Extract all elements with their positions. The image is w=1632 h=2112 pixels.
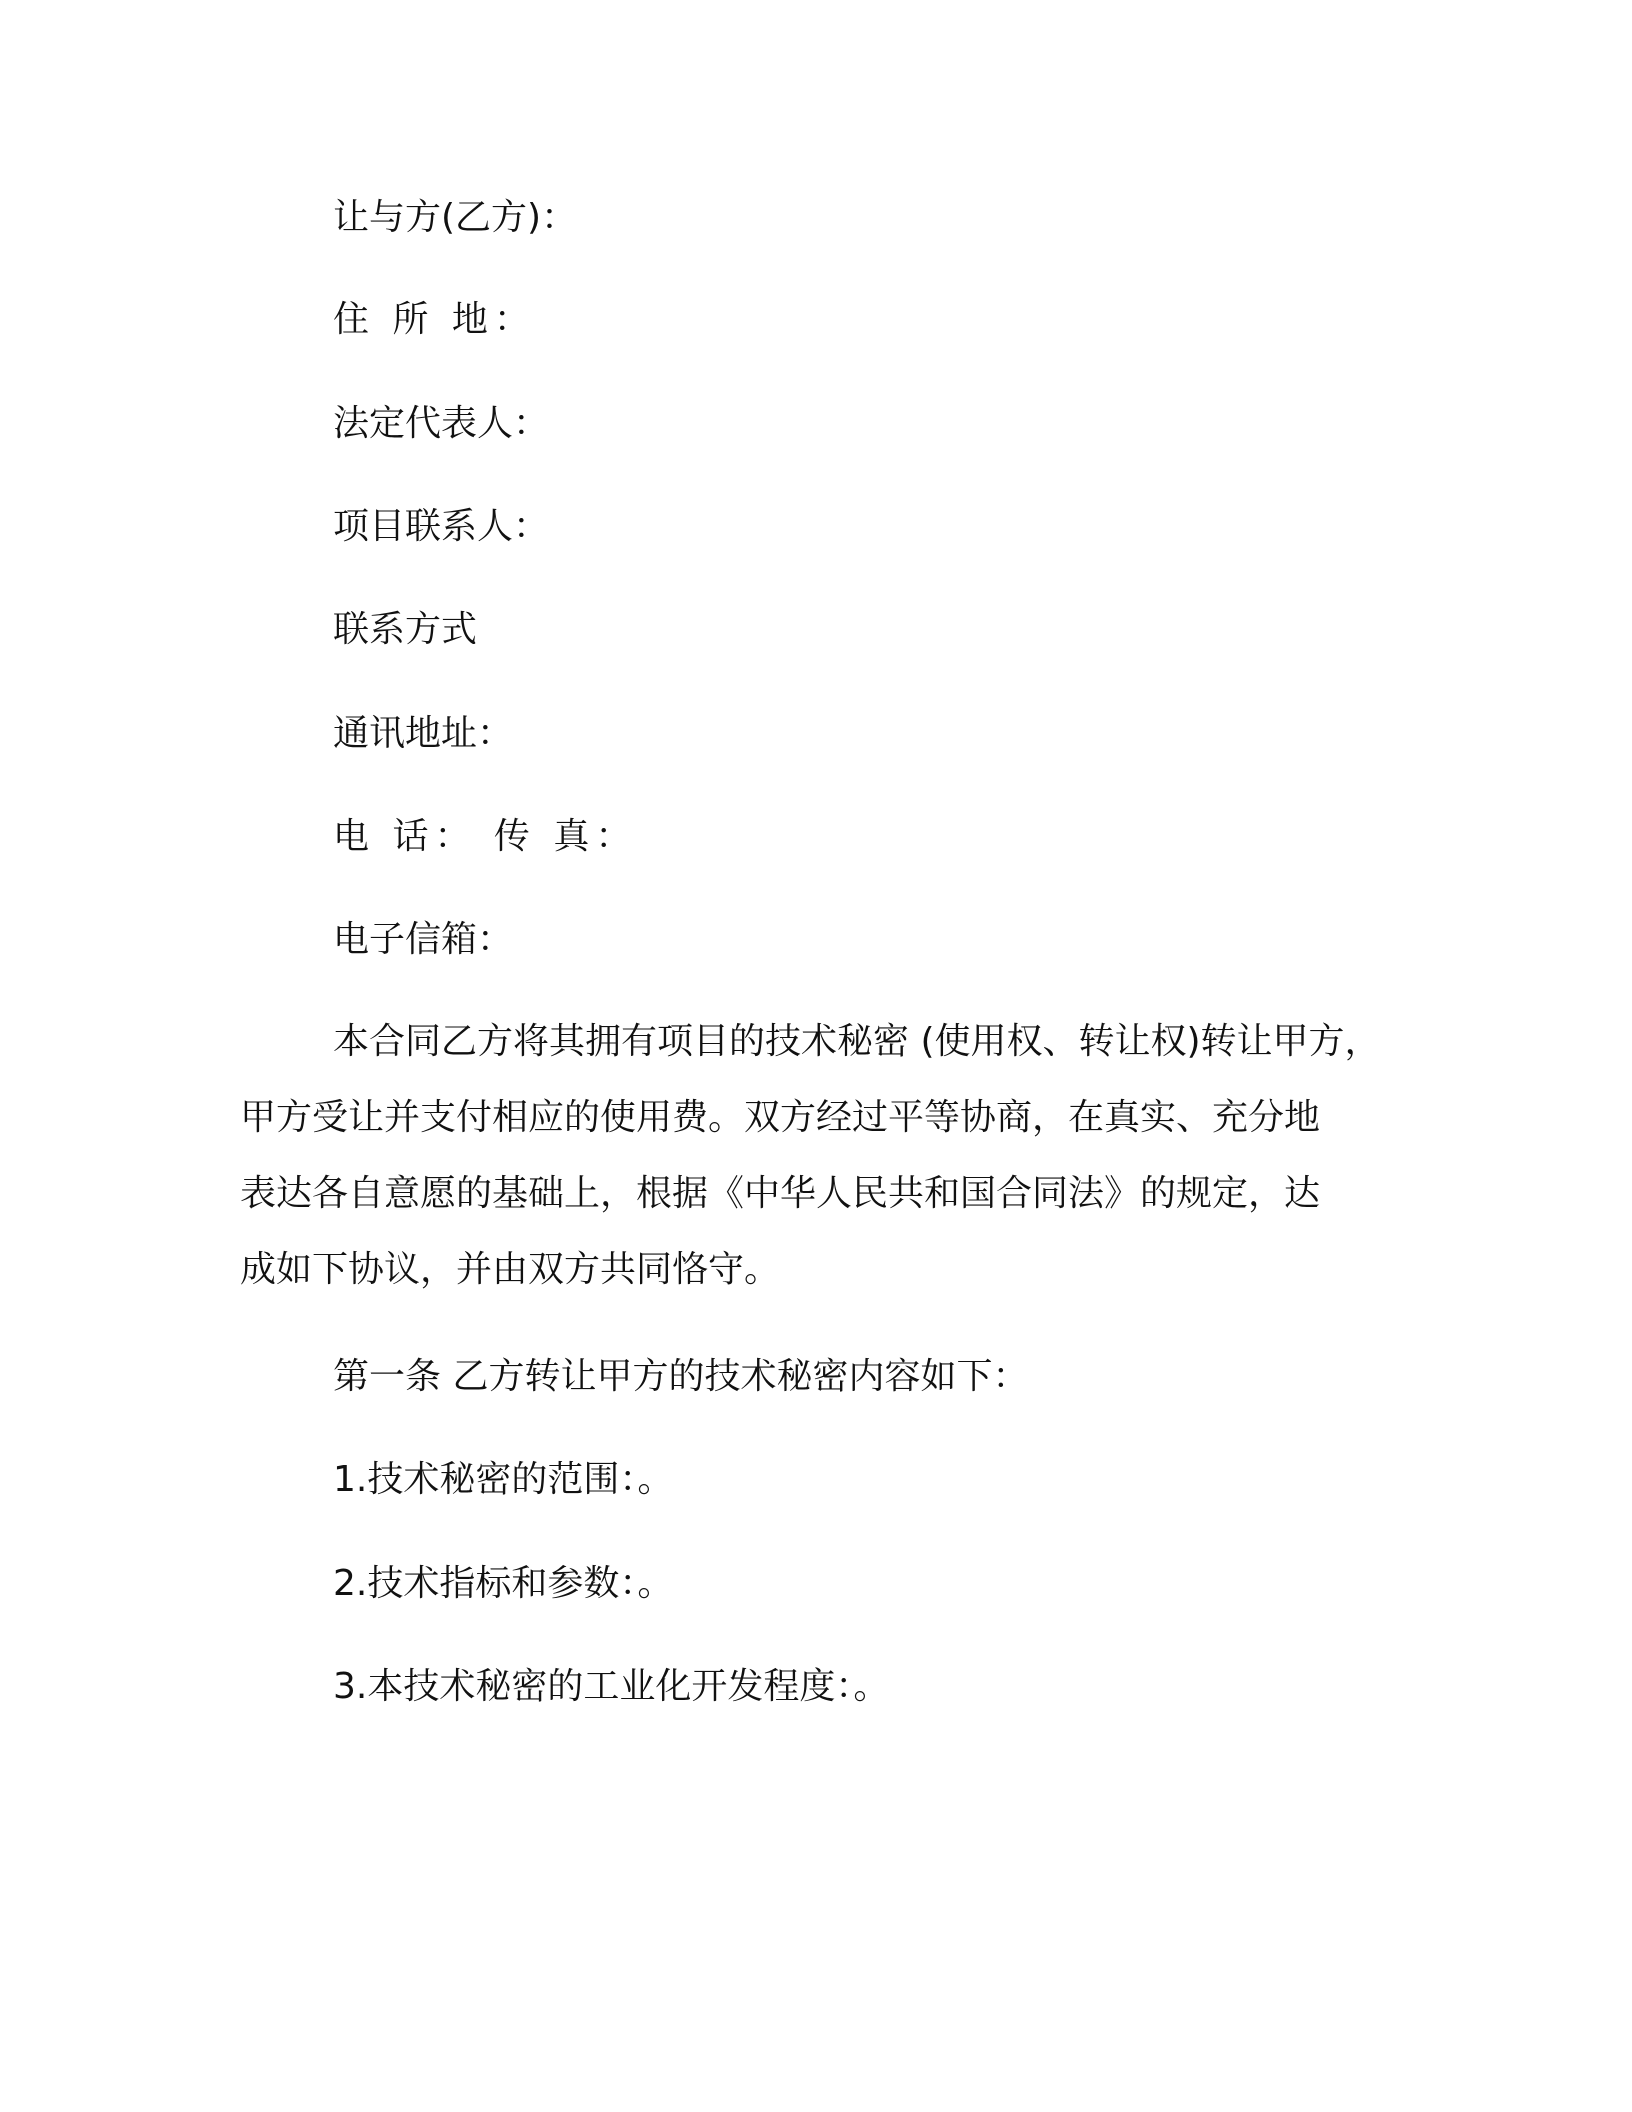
article-1-heading: 第一条 乙方转让甲方的技术秘密内容如下： [333,1356,1029,1397]
assignee-label: 让与方(乙方)： [333,197,578,238]
contact-method-label: 联系方式 [333,609,478,650]
preamble-paragraph [240,1004,1420,1308]
article-1-item: 1.技术秘密的范围：。 [333,1459,674,1500]
address-label: 住 所 地： [333,299,536,340]
preamble-line: 本合同乙方将其拥有项目的技术秘密 (使用权、转让权)转让甲方， [333,1021,1381,1062]
preamble-line: 成如下协议，并由双方共同恪守。 [240,1249,781,1290]
preamble-line: 表达各自意愿的基础上，根据《中华人民共和国合同法》的规定，达 [240,1173,1321,1214]
preamble-line: 甲方受让并支付相应的使用费。双方经过平等协商，在真实、充分地 [240,1097,1321,1138]
legal-representative-label: 法定代表人： [333,403,550,444]
mailing-address-label: 通讯地址： [333,713,514,754]
article-1-item: 2.技术指标和参数：。 [333,1563,674,1604]
email-label: 电子信箱： [333,919,514,960]
article-1-item: 3.本技术秘密的工业化开发程度：。 [333,1666,890,1707]
project-contact-label: 项目联系人： [333,506,550,547]
phone-fax-label: 电 话： 传 真： [333,816,638,857]
